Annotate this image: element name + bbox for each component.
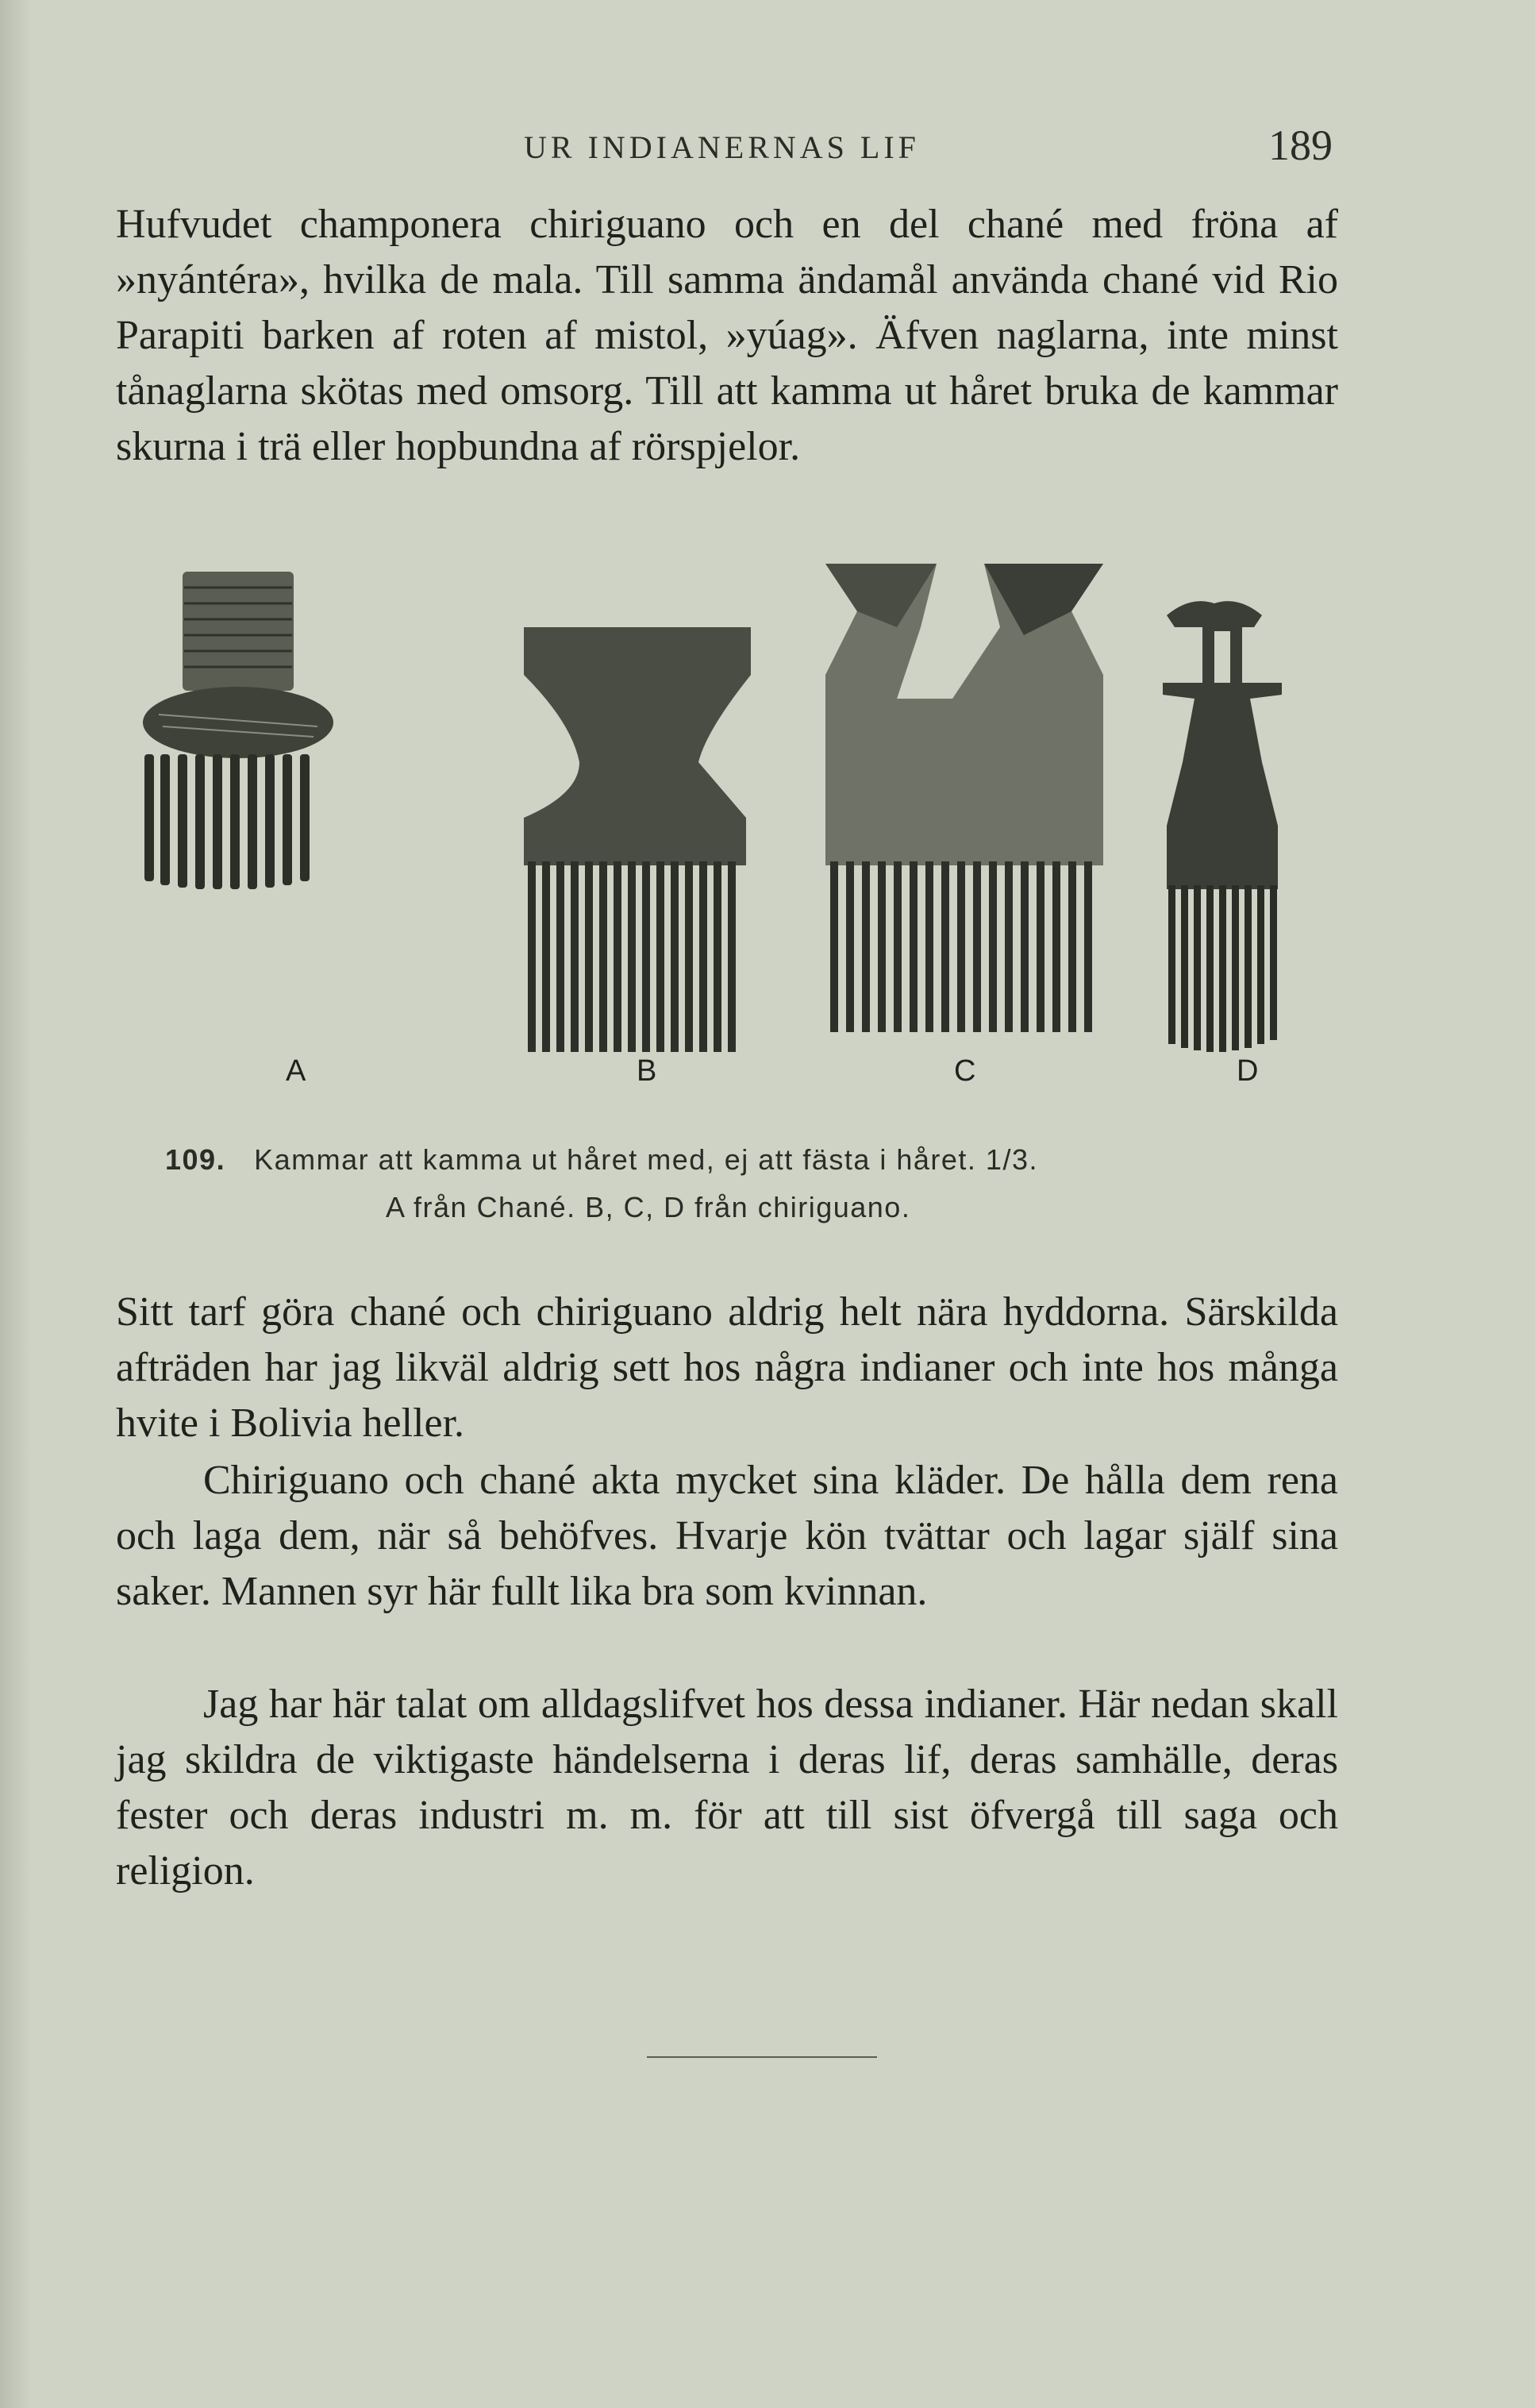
running-title: UR INDIANERNAS LIF (524, 129, 920, 165)
page-number: 189 (1268, 121, 1333, 169)
figure-label-b: B (637, 1054, 657, 1088)
comb-c-illustration (825, 564, 1103, 1032)
caption-text-2: A från Chané. B, C, D från chiriguano. (386, 1191, 911, 1223)
figure-label-c: C (954, 1054, 976, 1088)
figure-caption-line-2 (386, 1191, 1535, 1224)
end-rule (647, 2056, 877, 2058)
figure-label-d: D (1237, 1054, 1259, 1088)
figure-number: 109. (165, 1143, 226, 1176)
page-edge-shadow (0, 0, 32, 2408)
comb-illustrations (95, 556, 1349, 1112)
figure-label-a: A (286, 1054, 306, 1088)
comb-figure (95, 556, 1349, 1112)
paragraph-4: Jag har här talat om alldagslifvet hos dessa indianer. Här nedan skall jag skildra de viktigaste händelserna i deras lif, deras samhälle, deras fester och deras industri m. m. för att till sist öfvergå till saga och religion. (116, 1682, 1338, 1894)
comb-d-illustration (1163, 601, 1282, 1052)
comb-a-illustration (143, 572, 333, 889)
comb-b-illustration (524, 627, 751, 1052)
figure-caption-line-1 (165, 1143, 1340, 1177)
caption-text-1: Kammar att kamma ut håret med, ej att fästa i håret. 1/3. (254, 1143, 1038, 1176)
paragraph-3: Chiriguano och chané akta mycket sina kläder. De hålla dem rena och laga dem, när så behöfves. Hvarje kön tvättar och lagar själf sina saker. Mannen syr här fullt lika bra som kvinnan. (116, 1458, 1338, 1614)
paragraph-1: Hufvudet champonera chiriguano och en del chané med fröna af »nyántéra», hvilka de mala. Till samma ändamål använda chané vid Rio Parapiti barken af roten af mistol, »yúag». Äfven naglarna, inte minst tånaglarna skötas med omsorg. Till att kamma ut håret bruka de kammar skurna i trä eller hopbundna af rörspjelor. (116, 202, 1338, 469)
page-header (0, 119, 1535, 175)
paragraph-2: Sitt tarf göra chané och chiriguano aldrig helt nära hyddorna. Särskilda afträden har jag likväl aldrig sett hos några indianer och inte hos många hvite i Bolivia heller. (116, 1289, 1338, 1446)
